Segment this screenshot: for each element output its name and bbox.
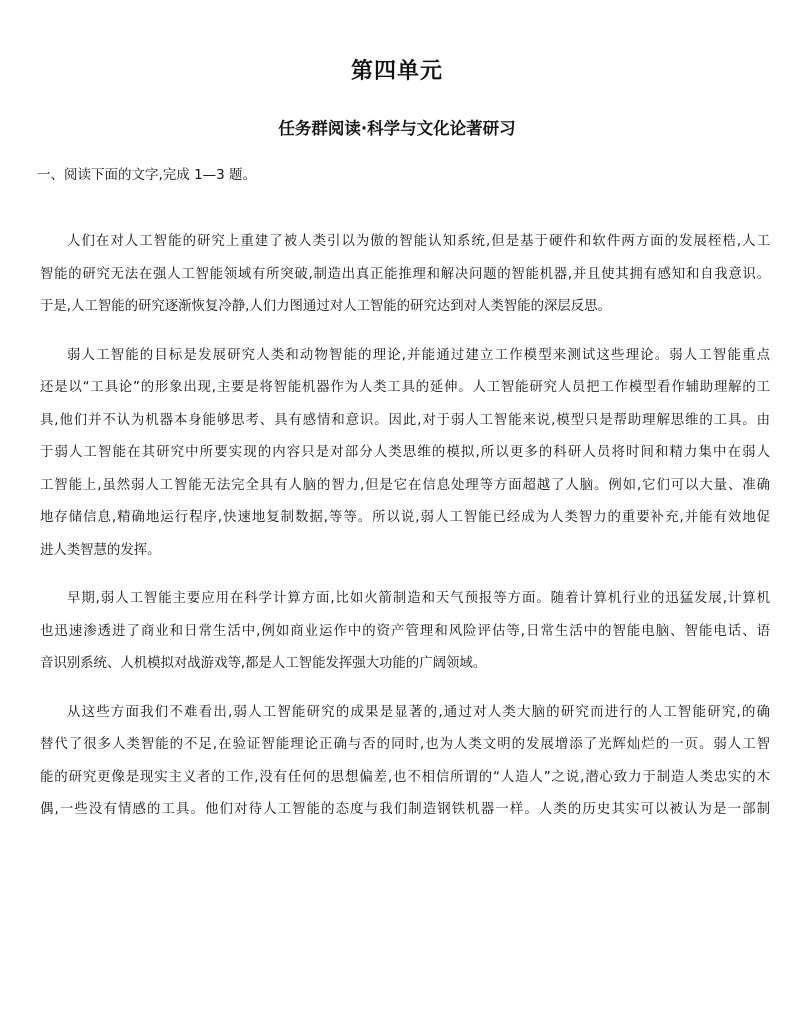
- text-line: 偶,一些没有情感的工具。他们对待人工智能的态度与我们制造钢铁机器一样。人类的历史其实可以被认为是一部制: [40, 802, 770, 817]
- unit-title: 第四单元: [350, 59, 443, 84]
- text-line: 进人类智慧的发挥。: [40, 542, 161, 558]
- text-line: 弱人工智能的目标是发展研究人类和动物智能的理论,并能通过建立工作模型来测试这些理论。弱人工智能重点: [67, 347, 770, 363]
- text-line: 早期,弱人工智能主要应用在科学计算方面,比如火箭制造和天气预报等方面。随着计算机行业的迅猛发展,计算机: [67, 591, 770, 606]
- question-instruction: 一、阅读下面的文字,完成 1—3 题。: [37, 167, 257, 183]
- text-line: 也迅速渗透进了商业和日常生活中,例如商业运作中的资产管理和风险评估等,日常生活中的智能电脑、智能电话、语: [40, 623, 770, 639]
- text-line: 工智能上,虽然弱人工智能无法完全具有人脑的智力,但是它在信息处理等方面超越了人脑。例如,它们可以大量、准确: [40, 477, 770, 493]
- section-subtitle: 任务群阅读·科学与文化论著研习: [278, 119, 516, 138]
- text-line: 具,他们并不认为机器本身能够思考、具有感情和意识。因此,对于弱人工智能来说,模型只是帮助理解思维的工具。由: [40, 412, 770, 428]
- reading-passage: [40, 226, 770, 827]
- paragraph: [40, 340, 770, 568]
- text-line: 于是,人工智能的研究逐渐恢复冷静,人们力图通过对人工智能的研究达到对人类智能的深层反思。: [40, 299, 611, 314]
- paragraph: [40, 697, 770, 827]
- text-line: 智能的研究无法在强人工智能领域有所突破,制造出真正能推理和解决问题的智能机器,并且使其拥有感知和自我意识。: [40, 266, 770, 282]
- paragraph: [40, 226, 770, 324]
- paragraph: [40, 583, 770, 681]
- text-line: 地存储信息,精确地运行程序,快速地复制数据,等等。所以说,弱人工智能已经成为人类智力的重要补充,并能有效地促: [40, 510, 770, 525]
- text-line: 人们在对人工智能的研究上重建了被人类引以为傲的智能认知系统,但是基于硬件和软件两方面的发展桎梏,人工: [67, 234, 770, 249]
- text-line: 还是以“工具论”的形象出现,主要是将智能机器作为人类工具的延伸。人工智能研究人员把工作模型看作辅助理解的工: [40, 380, 770, 395]
- text-line: 替代了很多人类智能的不足,在验证智能理论正确与否的同时,也为人类文明的发展增添了光辉灿烂的一页。弱人工智: [40, 737, 770, 752]
- text-line: 音识别系统、人机模拟对战游戏等,都是人工智能发挥强大功能的广阔领域。: [40, 656, 487, 671]
- text-line: 于弱人工智能在其研究中所要实现的内容只是对部分人类思维的模拟,所以更多的科研人员将时间和精力集中在弱人: [40, 445, 770, 460]
- text-line: 从这些方面我们不难看出,弱人工智能研究的成果是显著的,通过对人类大脑的研究而进行的人工智能研究,的确: [67, 704, 770, 720]
- text-line: 能的研究更像是现实主义者的工作,没有任何的思想偏差,也不相信所谓的“人造人”之说,潜心致力于制造人类忠实的木: [40, 769, 770, 785]
